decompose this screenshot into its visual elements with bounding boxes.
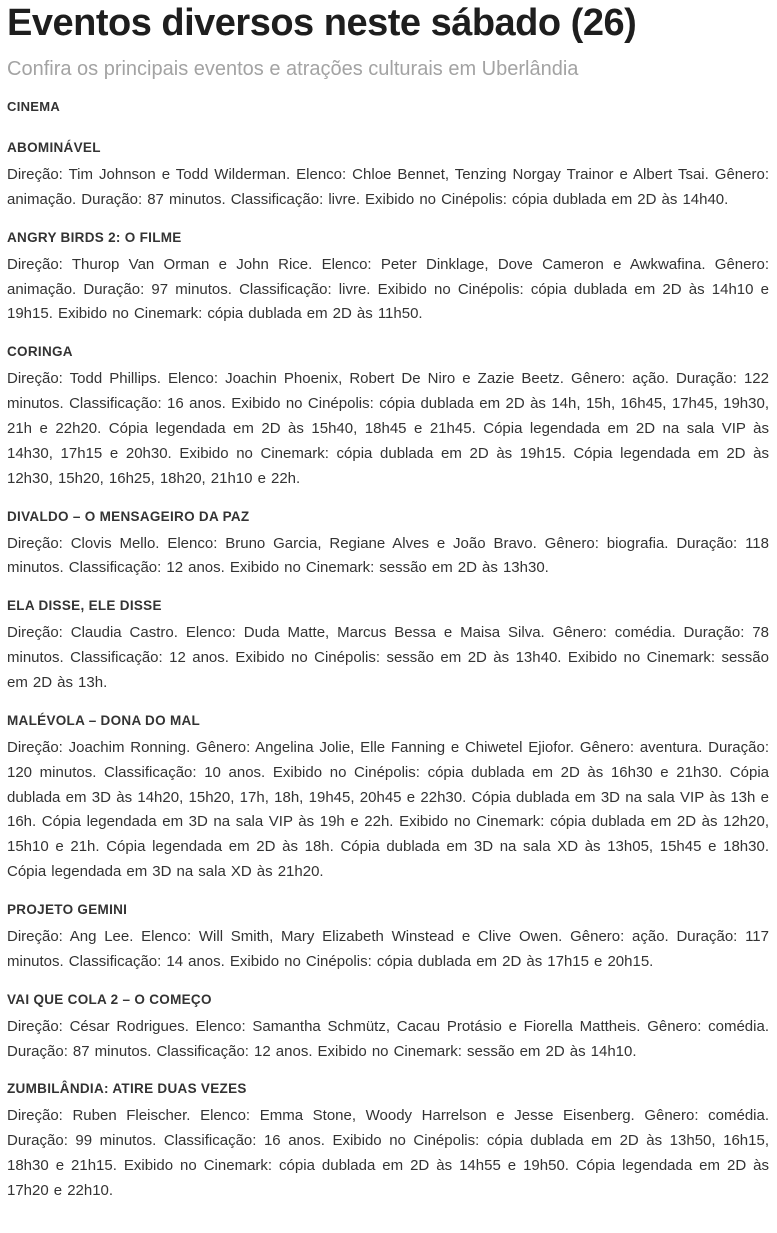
movie-listing [7, 992, 769, 1065]
movie-title: CORINGA [7, 344, 73, 360]
movie-details: Direção: Clovis Mello. Elenco: Bruno Garcia, Regiane Alves e João Bravo. Gênero: biografia. Duração: 118 minutos. Classificação: 12 anos. Exibido no Cinemark: sessão em 2D às 13h30. [7, 534, 769, 577]
movie-listing [7, 509, 769, 582]
movie-details: Direção: César Rodrigues. Elenco: Samantha Schmütz, Cacau Protásio e Fiorella Mattheis. Gênero: comédia. Duração: 87 minutos. Classificação: 12 anos. Exibido no Cinemark: sessão em 2D às 14h10. [7, 1017, 769, 1060]
movie-details: Direção: Joachim Ronning. Gênero: Angelina Jolie, Elle Fanning e Chiwetel Ejiofor. Gênero: aventura. Duração: 120 minutos. Classificação: 10 anos. Exibido no Cinépolis: cópia dublada em 2D às 16h30 e 21h30. Cópia dublada em 3D às 14h20, 15h20, 17h, 18h, 19h45, 20h45 e 22h30. Cópia dublada em 3D na sala VIP às 13h e 16h. Cópia legendada em 3D na sala VIP às 19h e 22h. Exibido no Cinemark: cópia dublada em 2D às 12h20, 15h10 e 21h. Cópia legendada em 2D às 18h. Cópia dublada em 3D na sala XD às 13h05, 15h45 e 18h30. Cópia legendada em 3D na sala XD às 21h20. [7, 738, 769, 881]
movie-list [7, 140, 769, 1204]
movie-listing [7, 344, 769, 491]
movie-details: Direção: Tim Johnson e Todd Wilderman. Elenco: Chloe Bennet, Tenzing Norgay Trainor e Albert Tsai. Gênero: animação. Duração: 87 minutos. Classificação: livre. Exibido no Cinépolis: cópia dublada em 2D às 14h40. [7, 166, 769, 208]
movie-details: Direção: Claudia Castro. Elenco: Duda Matte, Marcus Bessa e Maisa Silva. Gênero: comédia. Duração: 78 minutos. Classificação: 12 anos. Exibido no Cinépolis: sessão em 2D às 13h40. Exibido no Cinemark: sessão em 2D às 13h. [7, 624, 769, 691]
page-title: Eventos diversos neste sábado (26) [7, 2, 637, 44]
movie-listing [7, 713, 769, 885]
movie-listing [7, 140, 769, 213]
movie-title: DIVALDO – O MENSAGEIRO DA PAZ [7, 508, 250, 524]
movie-listing [7, 902, 769, 975]
movie-title: ZUMBILÂNDIA: ATIRE DUAS VEZES [7, 1081, 247, 1097]
movie-details: Direção: Ruben Fleischer. Elenco: Emma Stone, Woody Harrelson e Jesse Eisenberg. Gênero: comédia. Duração: 99 minutos. Classificação: 16 anos. Exibido no Cinépolis: cópia dublada em 2D às 13h50, 16h15, 18h30 e 21h15. Exibido no Cinemark: cópia dublada em 2D às 14h55 e 19h50. Cópia legendada em 2D às 17h20 e 22h10. [7, 1107, 769, 1199]
movie-listing [7, 1081, 769, 1203]
movie-listing [7, 230, 769, 328]
movie-title: PROJETO GEMINI [7, 902, 128, 918]
movie-title: VAI QUE COLA 2 – O COMEÇO [7, 991, 212, 1007]
section-heading-cinema: CINEMA [7, 98, 61, 114]
movie-title: ELA DISSE, ELE DISSE [7, 598, 162, 614]
movie-listing [7, 598, 769, 696]
movie-details: Direção: Ang Lee. Elenco: Will Smith, Mary Elizabeth Winstead e Clive Owen. Gênero: ação. Duração: 117 minutos. Classificação: 14 anos. Exibido no Cinépolis: cópia dublada em 2D às 17h15 e 20h15. [7, 927, 769, 970]
movie-details: Direção: Thurop Van Orman e John Rice. Elenco: Peter Dinklage, Dove Cameron e Awkwafina. Gênero: animação. Duração: 97 minutos. Classificação: livre. Exibido no Cinépolis: cópia dublada em 2D às 14h10 e 19h15. Exibido no Cinemark: cópia dublada em 2D às 11h50. [7, 255, 769, 323]
movie-details: Direção: Todd Phillips. Elenco: Joachin Phoenix, Robert De Niro e Zazie Beetz. Gênero: ação. Duração: 122 minutos. Classificação: 16 anos. Exibido no Cinépolis: cópia dublada em 2D às 14h, 15h, 16h45, 17h45, 19h30, 21h e 22h20. Cópia legendada em 2D às 15h40, 18h45 e 21h45. Cópia legendada em 2D na sala VIP às 14h30, 17h15 e 20h30. Exibido no Cinemark: cópia dublada em 2D às 19h15. Cópia legendada em 2D às 12h30, 15h20, 16h25, 18h20, 21h10 e 22h. [7, 370, 769, 487]
movie-title: ABOMINÁVEL [7, 140, 101, 156]
movie-title: MALÉVOLA – DONA DO MAL [7, 712, 201, 728]
page-subtitle: Confira os principais eventos e atrações culturais em Uberlândia [7, 57, 579, 80]
movie-title: ANGRY BIRDS 2: O FILME [7, 229, 182, 245]
